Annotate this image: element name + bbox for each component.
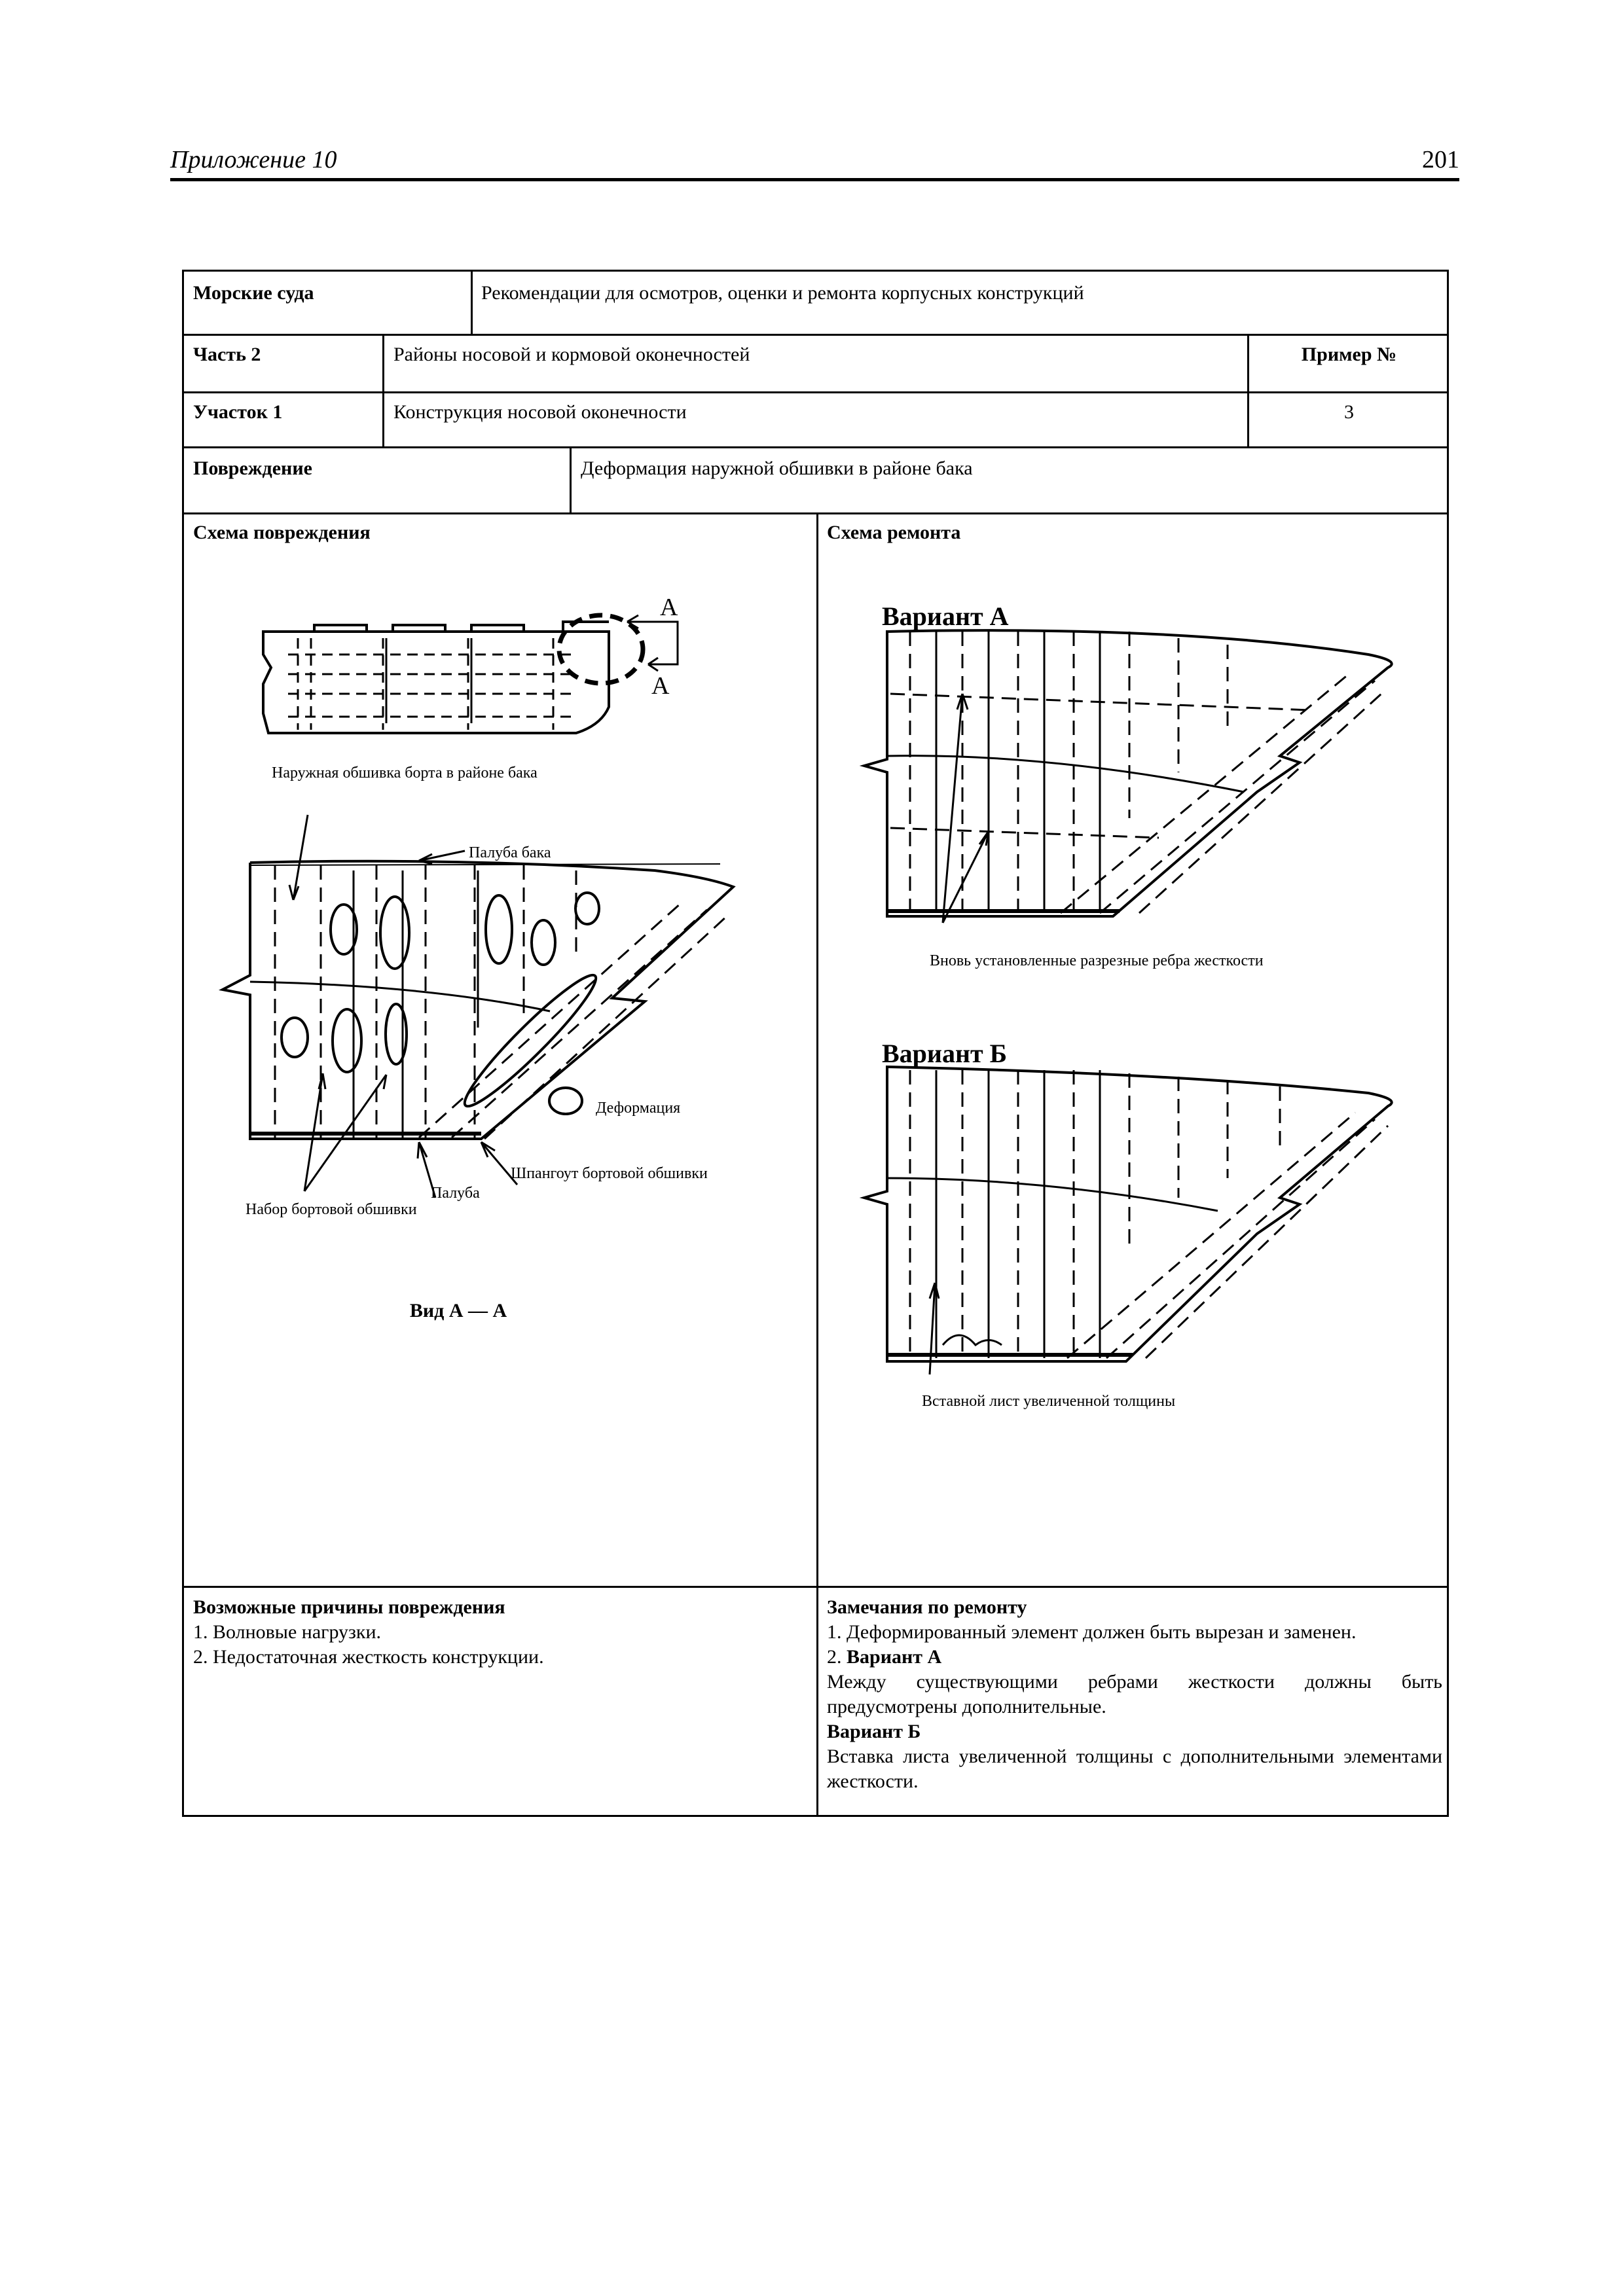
causes-title: Возможные причины повреждения	[193, 1596, 505, 1618]
caption-variant-b: Вставной лист увеличенной толщины	[922, 1393, 1176, 1410]
remark-text-a: Между существующими ребрами жесткости должны быть предусмотрены дополнительные.	[827, 1671, 1442, 1717]
remark-variant-b: Вариант Б	[827, 1721, 921, 1742]
cause-item: 1. Волновые нагрузки.	[193, 1621, 382, 1643]
appendix-title: Приложение 10	[170, 146, 337, 173]
example-label: Пример №	[1301, 344, 1397, 365]
ships-label: Морские суда	[193, 282, 314, 304]
section-label: Участок 1	[193, 401, 283, 423]
repair-scheme-title: Схема ремонта	[827, 522, 961, 543]
damage-value: Деформация наружной обшивки в районе бака	[581, 457, 973, 479]
damage-label: Повреждение	[193, 457, 312, 479]
cause-item: 2. Недостаточная жесткость конструкции.	[193, 1646, 544, 1668]
label-forecastle-deck: Палуба бака	[469, 844, 551, 861]
ship-profile-drawing	[263, 615, 678, 733]
variant-a-drawing	[864, 630, 1392, 923]
label-shell-frame: Шпангоут бортовой обшивки	[511, 1165, 708, 1182]
part-label: Часть 2	[193, 344, 261, 365]
variant-b-drawing	[864, 1067, 1392, 1374]
section-mark-a-top: A	[660, 594, 678, 621]
variant-b-title: Вариант Б	[882, 1039, 1008, 1068]
view-caption: Вид А — А	[409, 1300, 507, 1321]
recommendations-title: Рекомендации для осмотров, оценки и ремонта корпусных конструкций	[481, 282, 1084, 304]
section-value: Конструкция носовой оконечности	[393, 401, 687, 423]
label-deck: Палуба	[431, 1185, 480, 1202]
remarks-title: Замечания по ремонту	[827, 1596, 1027, 1618]
damage-scheme-title: Схема повреждения	[193, 522, 371, 543]
remark-line2-prefix: 2.	[827, 1646, 847, 1668]
caption-shell-plating: Наружная обшивка борта в районе бака	[272, 764, 538, 781]
remark-line1: 1. Деформированный элемент должен быть вырезан и заменен.	[827, 1621, 1357, 1643]
remark-text-b: Вставка листа увеличенной толщины с дополнительными элементами жесткости.	[827, 1746, 1442, 1792]
caption-variant-a: Вновь установленные разрезные ребра жесткости	[930, 952, 1264, 969]
example-number: 3	[1344, 401, 1354, 423]
label-deformation: Деформация	[596, 1100, 681, 1117]
section-mark-a-bottom: A	[651, 672, 670, 700]
label-side-framing: Набор бортовой обшивки	[246, 1201, 417, 1218]
page-number: 201	[1422, 146, 1459, 173]
variant-a-title: Вариант А	[882, 601, 1009, 631]
damage-section-drawing	[223, 815, 733, 1198]
part-value: Районы носовой и кормовой оконечностей	[393, 344, 750, 365]
remark-variant-a: Вариант А	[847, 1646, 942, 1668]
